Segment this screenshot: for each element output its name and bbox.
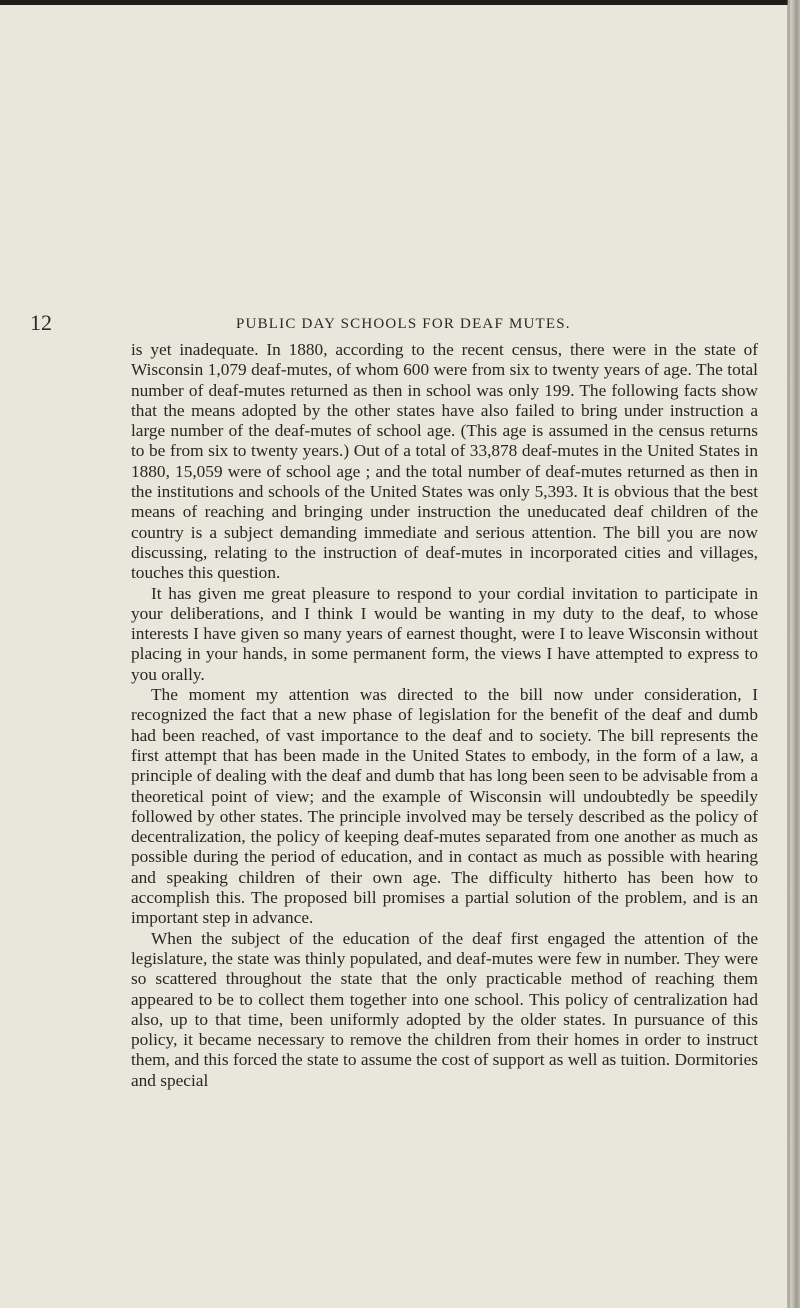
page-number: 12: [30, 310, 52, 335]
paragraph: When the subject of the education of the deaf first engaged the attention of the legislature, the state was thinly populated, and deaf-mutes were few in number. They were so scattered throughout the state that the only practicable method of reaching them appeared to be to collect them together into one school. This policy of centralization had also, up to that time, been uniformly adopted by the older states. In pursuance of this policy, it became necessary to remove the children from their homes in order to instruct them, and this forced the state to assume the cost of support as well as tuition. Dormitories and special: [131, 928, 758, 1090]
top-border-rule: [0, 0, 788, 5]
paragraph: It has given me great pleasure to respond to your cordial invitation to participate in your deliberations, and I think I would be wanting in my duty to the deaf, to whose interests I have given so many years of earnest thought, were I to leave Wisconsin without placing in your hands, in some permanent form, the views I have attempted to express to you orally.: [131, 583, 758, 684]
page-edge-line: [787, 0, 790, 1308]
body-text: [131, 340, 758, 1091]
paragraph: The moment my attention was directed to the bill now under consideration, I recognized the fact that a new phase of legislation for the benefit of the deaf and dumb had been reached, of vast importance to the deaf and to society. The bill represents the first attempt that has been made in the United States to embody, in the form of a law, a principle of dealing with the deaf and dumb that has long been seen to be advisable from a theoretical point of view; and the example of Wisconsin will undoubtedly be speedily followed by other states. The principle involved may be tersely described as the policy of decentralization, the policy of keeping deaf-mutes separated from one another as much as possible during the period of education, and in contact as much as possible with hearing and speaking children of their own age. The difficulty hitherto has been how to accomplish this. The proposed bill promises a partial solution of the problem, and is an important step in advance.: [131, 685, 758, 928]
running-head: PUBLIC DAY SCHOOLS FOR DEAF MUTES.: [236, 316, 571, 332]
paragraph: is yet inadequate. In 1880, according to the recent census, there were in the state of Wisconsin 1,079 deaf-mutes, of whom 600 were from six to twenty years of age. The total number of deaf-mutes returned as then in school was only 199. The following facts show that the means adopted by the other states have also failed to bring under instruction a large number of the deaf-mutes of school age. (This age is assumed in the census returns to be from six to twenty years.) Out of a total of 33,878 deaf-mutes in the United States in 1880, 15,059 were of school age ; and the total number of deaf-mutes returned as then in the institutions and schools of the United States was only 5,393. It is obvious that the best means of reaching and bringing under instruction the uneducated deaf children of the country is a subject demanding immediate and serious attention. The bill you are now discussing, relating to the instruction of deaf-mutes in incorporated cities and villages, touches this question.: [131, 340, 758, 583]
page-header: [30, 310, 770, 338]
